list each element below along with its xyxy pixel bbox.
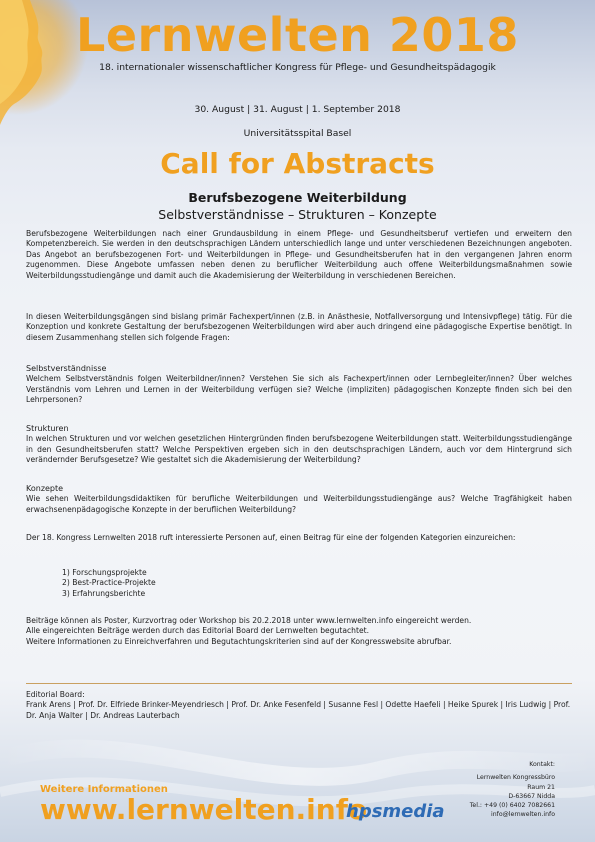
topic-subheading: Selbstverständnisse – Strukturen – Konzepte	[158, 207, 437, 222]
topic-heading: Berufsbezogene Weiterbildung	[188, 190, 407, 205]
section-konzepte: Konzepte Wie sehen Weiterbildungsdidaktiken für berufliche Weiterbildungen und Weiterbildungsstudiengänge aus? Welche Tragfähigkeit haben erwachsenenpädagogische Konzepte in der beruflichen Weiterbildung?	[26, 484, 572, 514]
congress-dates: 30. August | 31. August | 1. September 2018	[194, 104, 401, 115]
editorial-members: Frank Arens | Prof. Dr. Elfriede Brinker-Meyendriesch | Prof. Dr. Anke Fesenfeld | Susanne Fesl | Odette Haefeli | Heike Spurek | Iris Ludwig | Prof. Dr. Anja Walter | Dr. Andreas Lauterbach	[26, 700, 571, 720]
divider	[26, 683, 572, 684]
call-for-abstracts-title: Call for Abstracts	[160, 147, 435, 180]
contact-email[interactable]: info@lernwelten.info	[491, 811, 555, 819]
contact-line: D-63667 Nidda	[508, 792, 555, 800]
section-heading: Selbstverständnisse	[26, 364, 107, 373]
contact-block	[430, 760, 555, 820]
more-info-label: Weitere Informationen	[40, 784, 168, 795]
contact-line: Lernwelten Kongressbüro	[476, 774, 555, 782]
call-paragraph: Der 18. Kongress Lernwelten 2018 ruft interessierte Personen auf, einen Beitrag für eine der folgenden Kategorien einzureichen:	[26, 533, 516, 542]
section-strukturen: Strukturen In welchen Strukturen und vor welchen gesetzlichen Hintergründen finden berufsbezogene Weiterbildungen statt. Weiterbildungsstudiengänge in den Gesundheitsberufen statt? Welche Perspektiven ergeben sich in den deutschsprachigen Ländern, auch vor dem Hintergrund sich verändernder Berufsgesetze? Wie gestaltet sich die Akademisierung der Weiterbildung?	[26, 424, 572, 465]
congress-venue: Universitätsspital Basel	[243, 128, 352, 139]
website-link[interactable]: www.lernwelten.info	[40, 793, 368, 826]
list-item: 3) Erfahrungsberichte	[62, 588, 146, 598]
section-selbstverstaendnisse: Selbstverständnisse Welchem Selbstverständnis folgen Weiterbildner/innen? Verstehen Sie sich als Fachexpert/innen oder Lernbegleiter/innen? Über welches Verständnis vom Lehren und Lernen in der Weiterbildung verfügen sie? Welche (impliziten) pädagogischen Konzepte finden sich bei den Lehrpersonen?	[26, 364, 572, 405]
contact-line: Raum 21	[527, 783, 555, 791]
congress-subtitle: 18. internationaler wissenschaftlicher Kongress für Pflege- und Gesundheitspädagogik	[99, 62, 496, 73]
contact-label: Kontakt:	[529, 761, 555, 768]
closing-paragraph: Beiträge können als Poster, Kurzvortrag oder Workshop bis 20.2.2018 unter www.lernwelten.info eingereicht werden. Alle eingereichten Beiträge werden durch das Editorial Board der Lernwelten begutachtet. Weitere Informationen zu Einreichverfahren und Begutachtungskriterien sind auf der Kongresswebsite abrufbar.	[26, 616, 472, 646]
editorial-label: Editorial Board:	[26, 690, 85, 699]
page-title: Lernwelten 2018	[76, 8, 519, 62]
questions-paragraph: In diesen Weiterbildungsgängen sind bislang primär Fachexpert/innen (z.B. in Anästhesie, Notfallversorgung und Intensivpflege) tätig. Für die Konzeption und konkrete Gestaltung der berufsbezogenen Weiterbildungen wird aber auch dringend eine pädagogische Expertise benötigt. In diesem Zusammenhang stellen sich folgende Fragen:	[26, 312, 572, 342]
section-heading: Konzepte	[26, 484, 64, 493]
category-list	[26, 568, 572, 599]
editorial-board	[26, 690, 572, 721]
list-item: 2) Best-Practice-Projekte	[62, 578, 156, 588]
publisher-logo: hpsmedia	[346, 801, 445, 822]
list-item: 1) Forschungsprojekte	[62, 568, 147, 577]
contact-phone: Tel.: +49 (0) 6402 7082661	[469, 802, 555, 810]
intro-paragraph: Berufsbezogene Weiterbildungen nach einer Grundausbildung in einem Pflege- und Gesundheitsberuf vertiefen und erweitern den Kompetenzbereich. Sie werden in den deutschsprachigen Ländern unterschiedlich lange und unter verschiedenen Bezeichnungen angeboten. Das Angebot an berufsbezogenen Fort- und Weiterbildungen in Pflege- und Gesundheitsberufen hat in den vergangenen Jahren enorm zugenommen. Diese Angebote umfassen neben denen zu beruflicher Weiterbildung auch offene Weiterbildungsmaßnahmen sowie Weiterbildungsstudiengänge und damit auch die Akademisierung der Weiterbildung in verschiedenen Bereichen.	[26, 229, 572, 280]
section-heading: Strukturen	[26, 424, 69, 433]
